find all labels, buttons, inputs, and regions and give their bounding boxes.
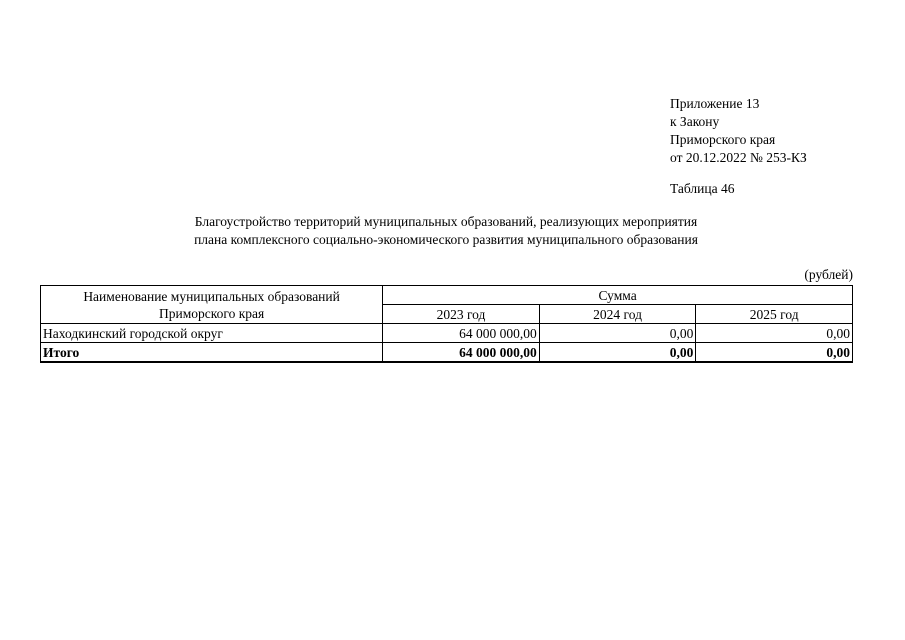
total-2024-cell: 0,00 [539, 343, 696, 363]
year-header-2025: 2025 год [696, 305, 853, 324]
table-header-row [41, 286, 853, 305]
appendix-block [670, 95, 807, 167]
amount-2025-cell: 0,00 [696, 324, 853, 343]
budget-table [40, 285, 853, 363]
total-2025-cell: 0,00 [696, 343, 853, 363]
total-2023-cell: 64 000 000,00 [383, 343, 540, 363]
name-column-header [41, 286, 383, 324]
name-header-line-1: Наименование муниципальных образований [83, 288, 340, 304]
appendix-line-4: от 20.12.2022 № 253-КЗ [670, 150, 807, 165]
total-label-cell: Итого [41, 343, 383, 363]
table-row [41, 324, 853, 343]
unit-label: (рублей) [804, 267, 853, 282]
table-number: Таблица 46 [670, 181, 735, 196]
sum-column-header: Сумма [383, 286, 853, 305]
year-header-2024: 2024 год [539, 305, 696, 324]
appendix-line-3: Приморского края [670, 132, 776, 147]
name-header-line-2: Приморского края [158, 305, 265, 321]
municipality-name-cell: Находкинский городской округ [41, 324, 383, 343]
appendix-line-1: Приложение 13 [670, 96, 760, 111]
heading-line-2: плана комплексного социально-экономического развития муниципального образования [194, 232, 698, 247]
total-row [41, 343, 853, 363]
appendix-line-2: к Закону [670, 114, 720, 129]
heading-line-1: Благоустройство территорий муниципальных образований, реализующих мероприятия [194, 214, 698, 229]
year-header-2023: 2023 год [383, 305, 540, 324]
amount-2024-cell: 0,00 [539, 324, 696, 343]
amount-2023-cell: 64 000 000,00 [383, 324, 540, 343]
document-heading [40, 213, 852, 249]
